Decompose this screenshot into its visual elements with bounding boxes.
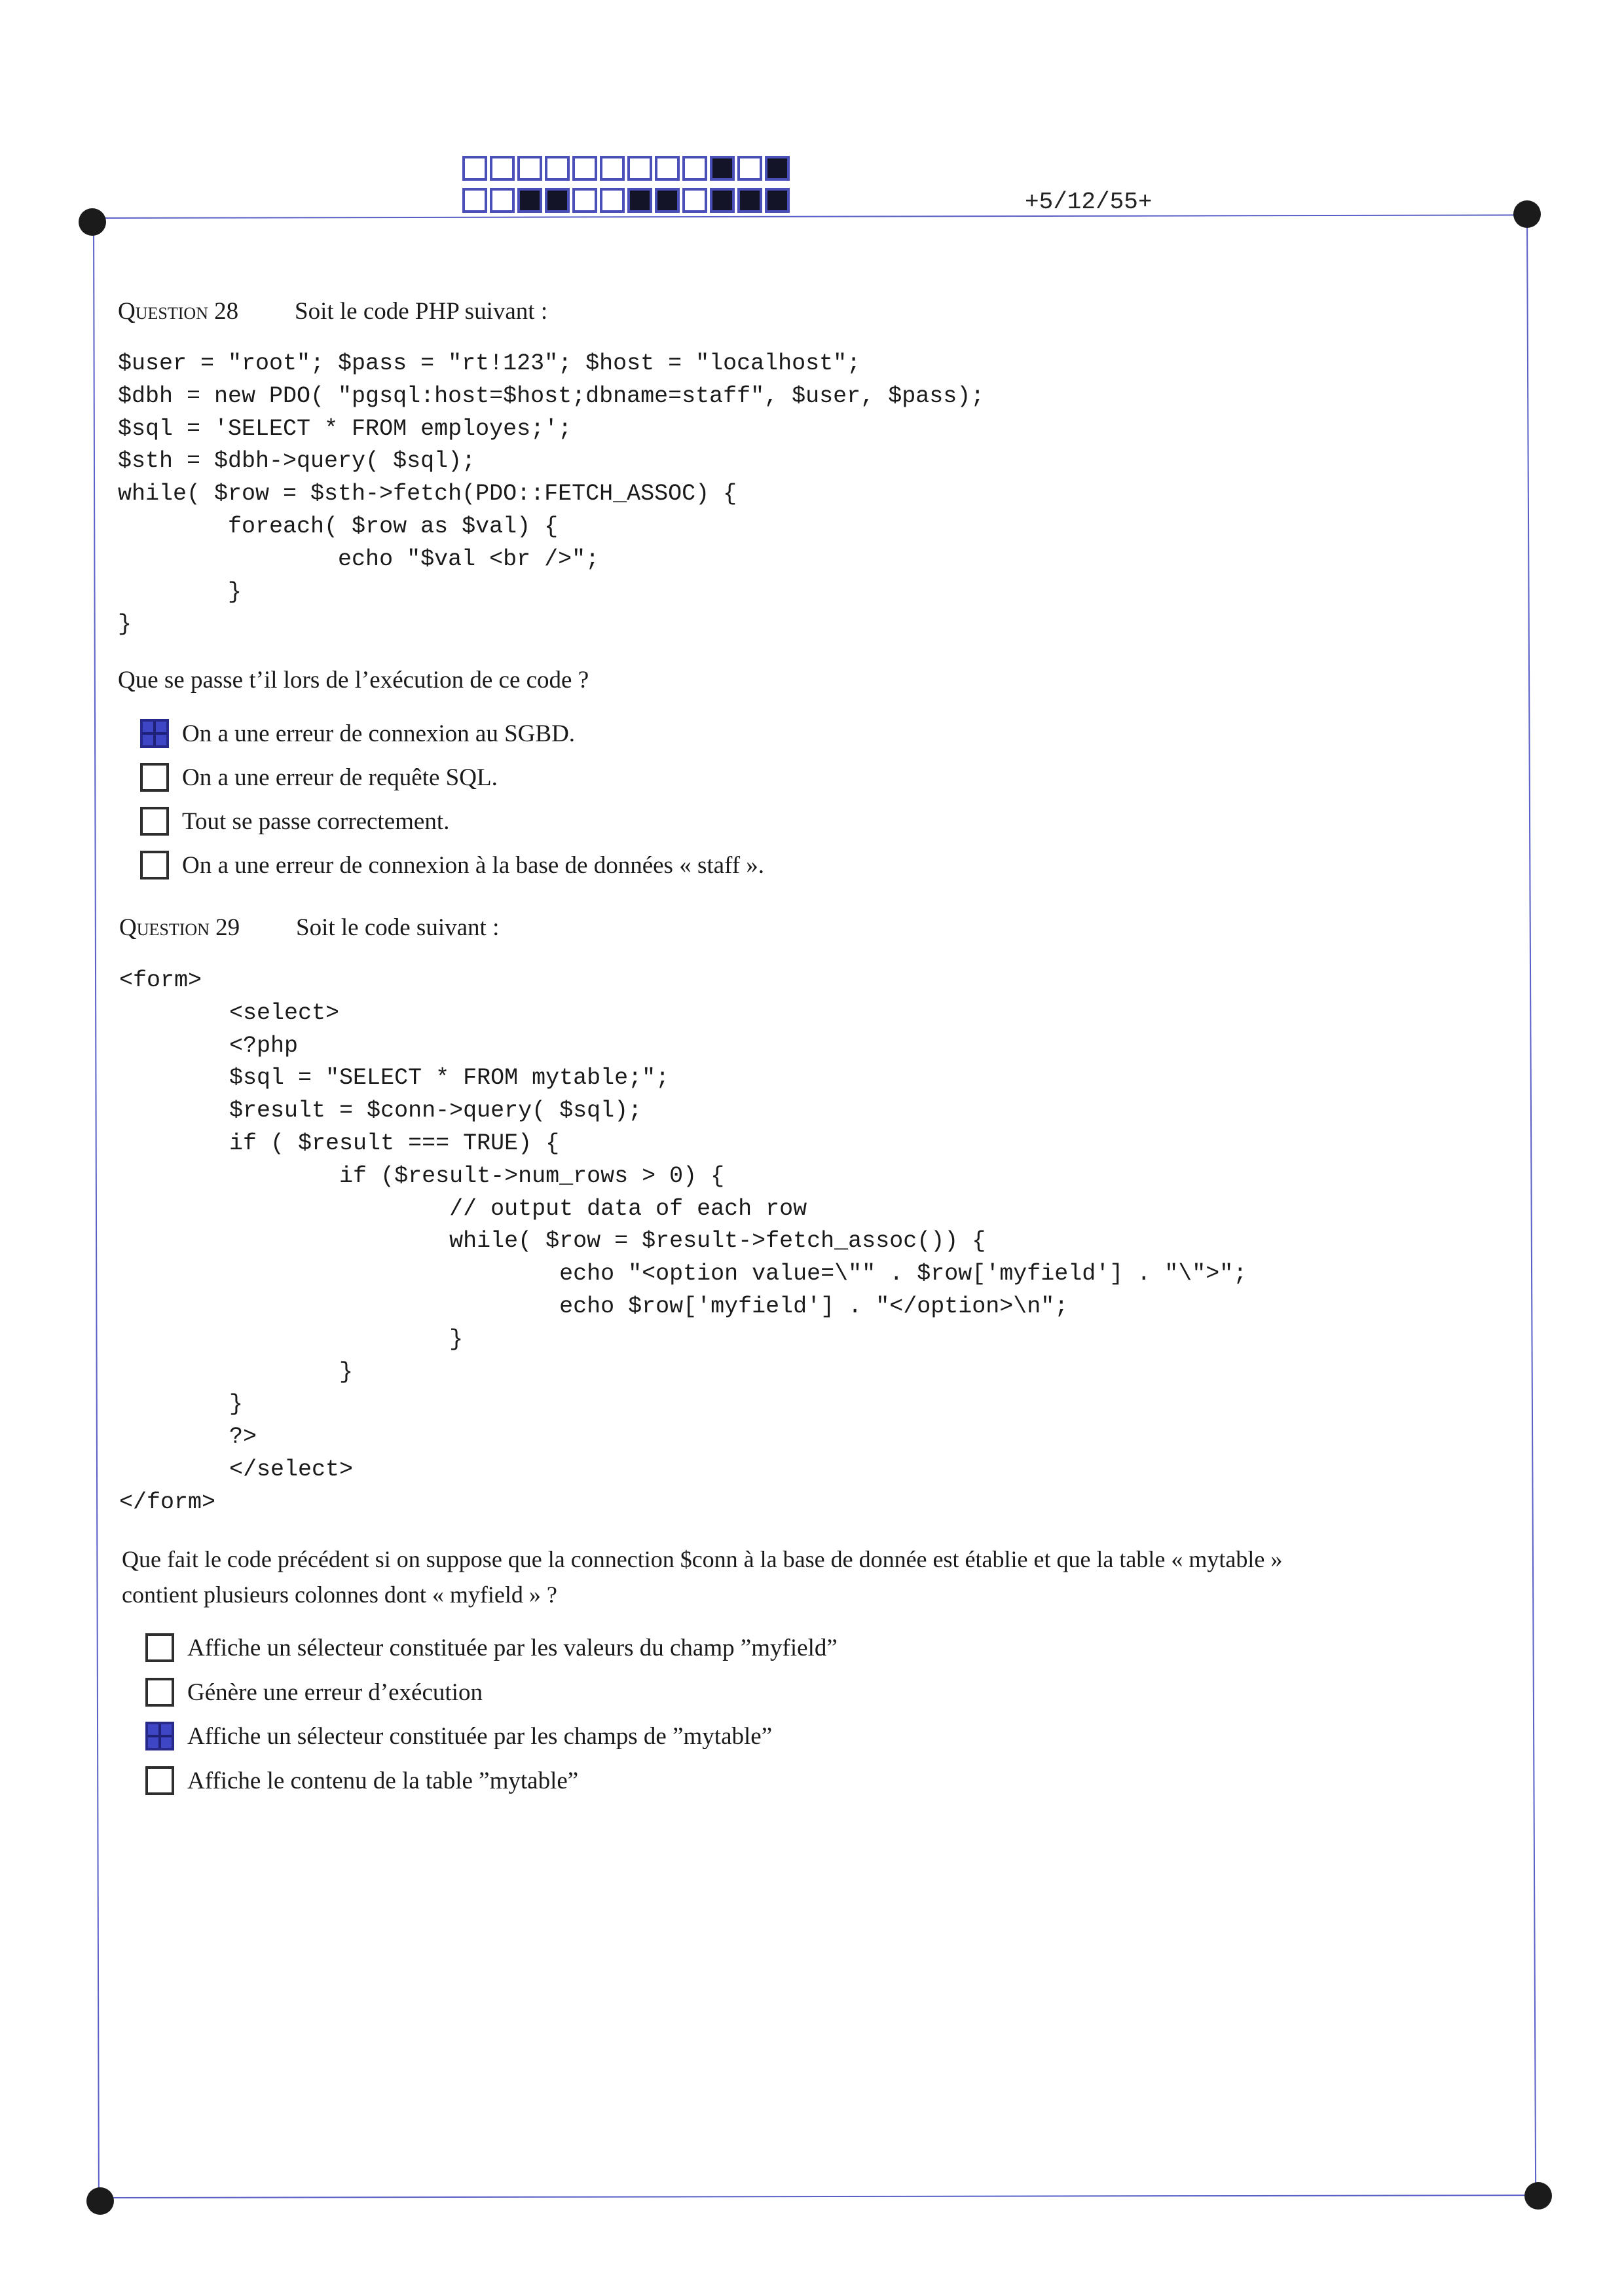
- barcode-cell-empty: [462, 156, 487, 181]
- corner-marker-top-right: [1513, 200, 1541, 228]
- barcode-cell-filled: [655, 188, 680, 213]
- frame-right-line: [1526, 216, 1536, 2195]
- barcode-cell-empty: [572, 156, 597, 181]
- question-29-prompt-line-1: Que fait le code précédent si on suppose que la connection $conn à la base de donnée est établie et que la table « mytable »: [122, 1546, 1283, 1572]
- question-29-code-block: <form> <select> <?php $sql = "SELECT * FROM mytable;"; $result = $conn->query( $sql); if ( $result === TRUE) { if ($result->num_rows > 0) { // output data of each row while( $row = $result->fetch_assoc()) { echo "<option value=\"" . $row['myfield'] . "\">"; echo $row['myfield'] . "</option>\n"; } } } ?> </select> </form>: [119, 967, 1247, 1515]
- answer-label: Tout se passe correctement.: [182, 807, 450, 835]
- frame-top-line: [92, 214, 1526, 219]
- question-29-heading: [119, 916, 499, 940]
- answer-label: Affiche un sélecteur constituée par les valeurs du champ ”myfield”: [187, 1634, 838, 1661]
- question-intro: Soit le code PHP suivant :: [295, 298, 548, 325]
- answer-checkbox[interactable]: [140, 763, 169, 792]
- barcode-cell-empty: [572, 188, 597, 213]
- barcode-cell-empty: [627, 156, 652, 181]
- barcode-cell-empty: [517, 156, 542, 181]
- barcode-cell-empty: [462, 188, 487, 213]
- corner-marker-bottom-left: [86, 2187, 114, 2215]
- barcode-cell-filled: [710, 188, 735, 213]
- question-29-answer-2[interactable]: [145, 1678, 483, 1707]
- question-29-answer-1[interactable]: [145, 1633, 838, 1662]
- question-29-answer-4[interactable]: [145, 1766, 578, 1795]
- frame-left-line: [93, 220, 100, 2198]
- answer-checkbox-checked[interactable]: [145, 1722, 174, 1750]
- answer-checkbox[interactable]: [145, 1766, 174, 1795]
- answer-checkbox[interactable]: [140, 851, 169, 880]
- answer-label: On a une erreur de requête SQL.: [182, 764, 498, 791]
- barcode-cell-empty: [737, 156, 762, 181]
- barcode-cell-filled: [737, 188, 762, 213]
- question-28-code-block: $user = "root"; $pass = "rt!123"; $host = "localhost"; $dbh = new PDO( "pgsql:host=$host;dbname=staff", $user, $pass); $sql = 'SELECT * FROM employes;'; $sth = $dbh->query( $sql); while( $row = $sth->fetch(PDO::FETCH_ASSOC) { foreach( $row as $val) { echo "$val <br />"; } }: [118, 350, 985, 638]
- barcode-cell-empty: [682, 156, 707, 181]
- answer-checkbox[interactable]: [140, 807, 169, 836]
- question-28-answer-3[interactable]: [140, 807, 449, 836]
- barcode-cell-filled: [517, 188, 542, 213]
- barcode-cell-filled: [765, 188, 790, 213]
- question-number: Question 28: [118, 298, 239, 325]
- answer-label: Affiche le contenu de la table ”mytable”: [187, 1767, 579, 1794]
- question-29-answer-3[interactable]: [145, 1722, 772, 1750]
- answer-label: Génère une erreur d’exécution: [187, 1678, 483, 1706]
- answer-label: On a une erreur de connexion à la base de données « staff ».: [182, 851, 765, 879]
- answer-label: On a une erreur de connexion au SGBD.: [182, 720, 576, 747]
- barcode-row-1: [462, 156, 790, 181]
- corner-marker-bottom-right: [1524, 2182, 1552, 2210]
- barcode-cell-filled: [545, 188, 570, 213]
- question-28-prompt: Que se passe t’il lors de l’exécution de ce code ?: [118, 667, 589, 694]
- question-28-answer-2[interactable]: [140, 763, 498, 792]
- question-intro: Soit le code suivant :: [296, 914, 500, 941]
- question-28-heading: [118, 299, 547, 324]
- barcode-cell-filled: [627, 188, 652, 213]
- barcode-cell-empty: [682, 188, 707, 213]
- answer-checkbox[interactable]: [145, 1678, 174, 1707]
- frame-bottom-line: [100, 2194, 1538, 2198]
- question-number: Question 29: [119, 914, 240, 941]
- answer-label: Affiche un sélecteur constituée par les champs de ”mytable”: [187, 1722, 773, 1750]
- barcode-cell-empty: [600, 156, 625, 181]
- barcode-cell-empty: [490, 156, 515, 181]
- barcode-cell-empty: [545, 156, 570, 181]
- question-28-answer-4[interactable]: [140, 851, 764, 880]
- answer-checkbox-checked[interactable]: [140, 719, 169, 748]
- barcode-cell-empty: [600, 188, 625, 213]
- question-29-prompt-line-2: contient plusieurs colonnes dont « myfield » ?: [122, 1582, 557, 1608]
- barcode-row-2: [462, 188, 790, 213]
- barcode-cell-empty: [490, 188, 515, 213]
- page-identifier: +5/12/55+: [1025, 189, 1153, 215]
- answer-checkbox[interactable]: [145, 1633, 174, 1662]
- barcode-cell-empty: [655, 156, 680, 181]
- corner-marker-top-left: [79, 208, 106, 236]
- barcode-cell-filled: [765, 156, 790, 181]
- barcode-cell-filled: [710, 156, 735, 181]
- question-28-answer-1[interactable]: [140, 719, 575, 748]
